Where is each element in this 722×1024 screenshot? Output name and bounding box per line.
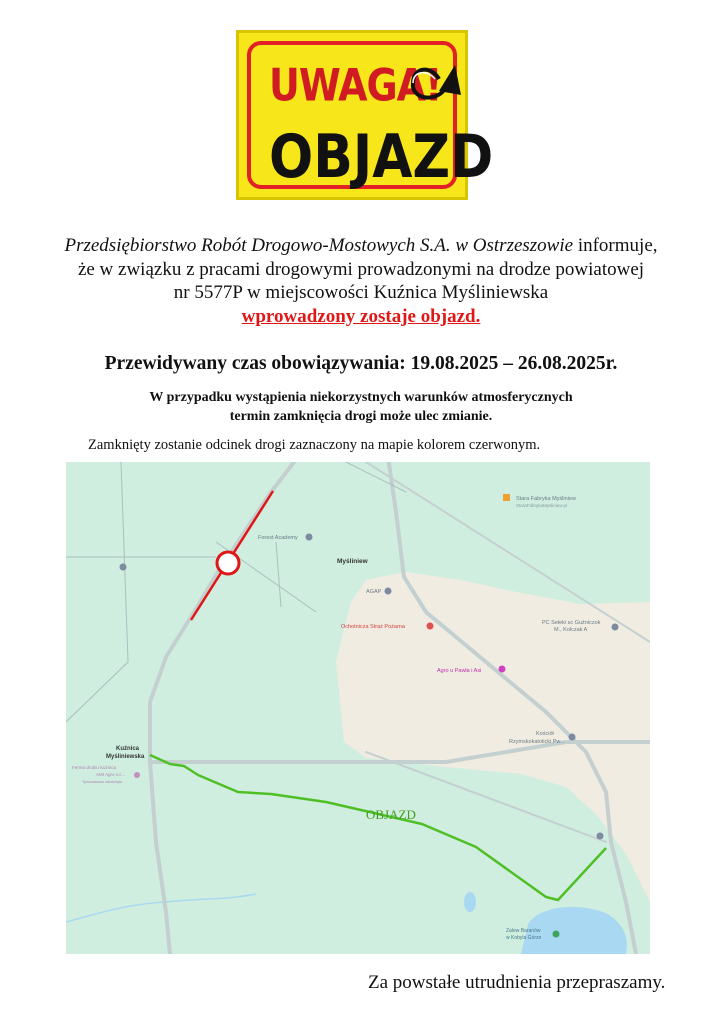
detour-announcement: wprowadzony zostaje objazd. xyxy=(241,305,481,327)
factory-label-1: Stara Fabryka Myśliniew xyxy=(516,496,576,502)
notice-text-2: że w związku z pracami drogowymi prowadzonymi na drodze powiatowej xyxy=(77,258,645,280)
lake-pin-icon xyxy=(553,931,560,938)
weather-note xyxy=(30,389,692,426)
sign-objazd-text: OBJAZD xyxy=(269,123,494,192)
church-label-1: Kościół xyxy=(536,731,554,737)
notice-paragraph xyxy=(30,234,692,328)
church-pin-icon xyxy=(569,734,576,741)
company-name: Przedsiębiorstwo Robót Drogowo-Mostowych S.A. w Ostrzeszowie xyxy=(64,235,574,256)
forest-academy-pin-icon xyxy=(306,534,313,541)
farm-label-3: Tymczasowo zamknięte xyxy=(82,780,123,784)
lake-label-2: w Kobyla Górze xyxy=(506,935,542,941)
farm-label-1: Ferma drobiu Kuźnica xyxy=(72,765,117,770)
fire-station-label: Ochotnicza Straż Pożarna xyxy=(341,624,405,630)
validity-period: Przewidywany czas obowiązywania: 19.08.2025 – 26.08.2025r. xyxy=(104,353,618,374)
detour-map xyxy=(66,462,650,954)
agro-label: Agro u Pawła i Asi xyxy=(437,668,482,674)
detour-warning-sign xyxy=(236,30,494,200)
no-entry-sign-icon xyxy=(217,552,239,574)
u-turn-arrow-icon xyxy=(405,59,465,109)
closed-section-note: Zamknięty zostanie odcinek drogi zaznaczony na mapie kolorem czerwonym. xyxy=(88,437,541,453)
notice-text-3: nr 5577P w miejscowości Kuźnica Myśliniewska xyxy=(173,282,549,303)
map-canvas xyxy=(66,462,650,954)
notice-text-1: informuje, xyxy=(573,235,658,256)
apology-text: Za powstałe utrudnienia przepraszamy. xyxy=(368,972,666,993)
pc-label-2: M., Kolczak A xyxy=(554,627,588,633)
pond xyxy=(464,892,476,912)
agro-pin-icon xyxy=(499,666,506,673)
map-pin-icon xyxy=(597,833,604,840)
forest-academy-label: Forest Academy xyxy=(258,535,298,541)
weather-note-line-1: W przypadku wystąpienia niekorzystnych warunków atmosferycznych xyxy=(149,390,573,405)
weather-note-line-2: termin zamknięcia drogi może ulec zmianie. xyxy=(229,408,493,424)
factory-pin-icon xyxy=(503,494,510,501)
pc-pin-icon xyxy=(612,624,619,631)
lake-label-1: Zalew Baranów xyxy=(506,928,541,934)
mysliniew-label: Myśliniew xyxy=(337,558,368,565)
agap-label: AGAP xyxy=(366,589,382,595)
generic-pin-icon xyxy=(120,564,127,571)
kuznica-label-1: Kuźnica xyxy=(116,746,140,752)
church-label-2: Rzymskokatolicki Pw... xyxy=(509,739,565,745)
pc-label-1: PC Sełeki sc Guźniczok xyxy=(542,620,601,626)
farm-pin-icon xyxy=(134,772,140,778)
farm-label-2: AMI Agro s.c... xyxy=(96,772,126,777)
fire-station-pin-icon xyxy=(427,623,434,630)
agap-pin-icon xyxy=(385,588,392,595)
sign-uwaga-text: UWAGA! xyxy=(269,59,442,111)
detour-label: OBJAZD xyxy=(366,807,416,822)
kuznica-label-2: Myśliniewska xyxy=(106,754,145,760)
factory-label-2: StaraFabrykaMysliniew.pl xyxy=(516,503,568,508)
stream xyxy=(66,894,256,922)
sign-frame xyxy=(247,41,494,192)
